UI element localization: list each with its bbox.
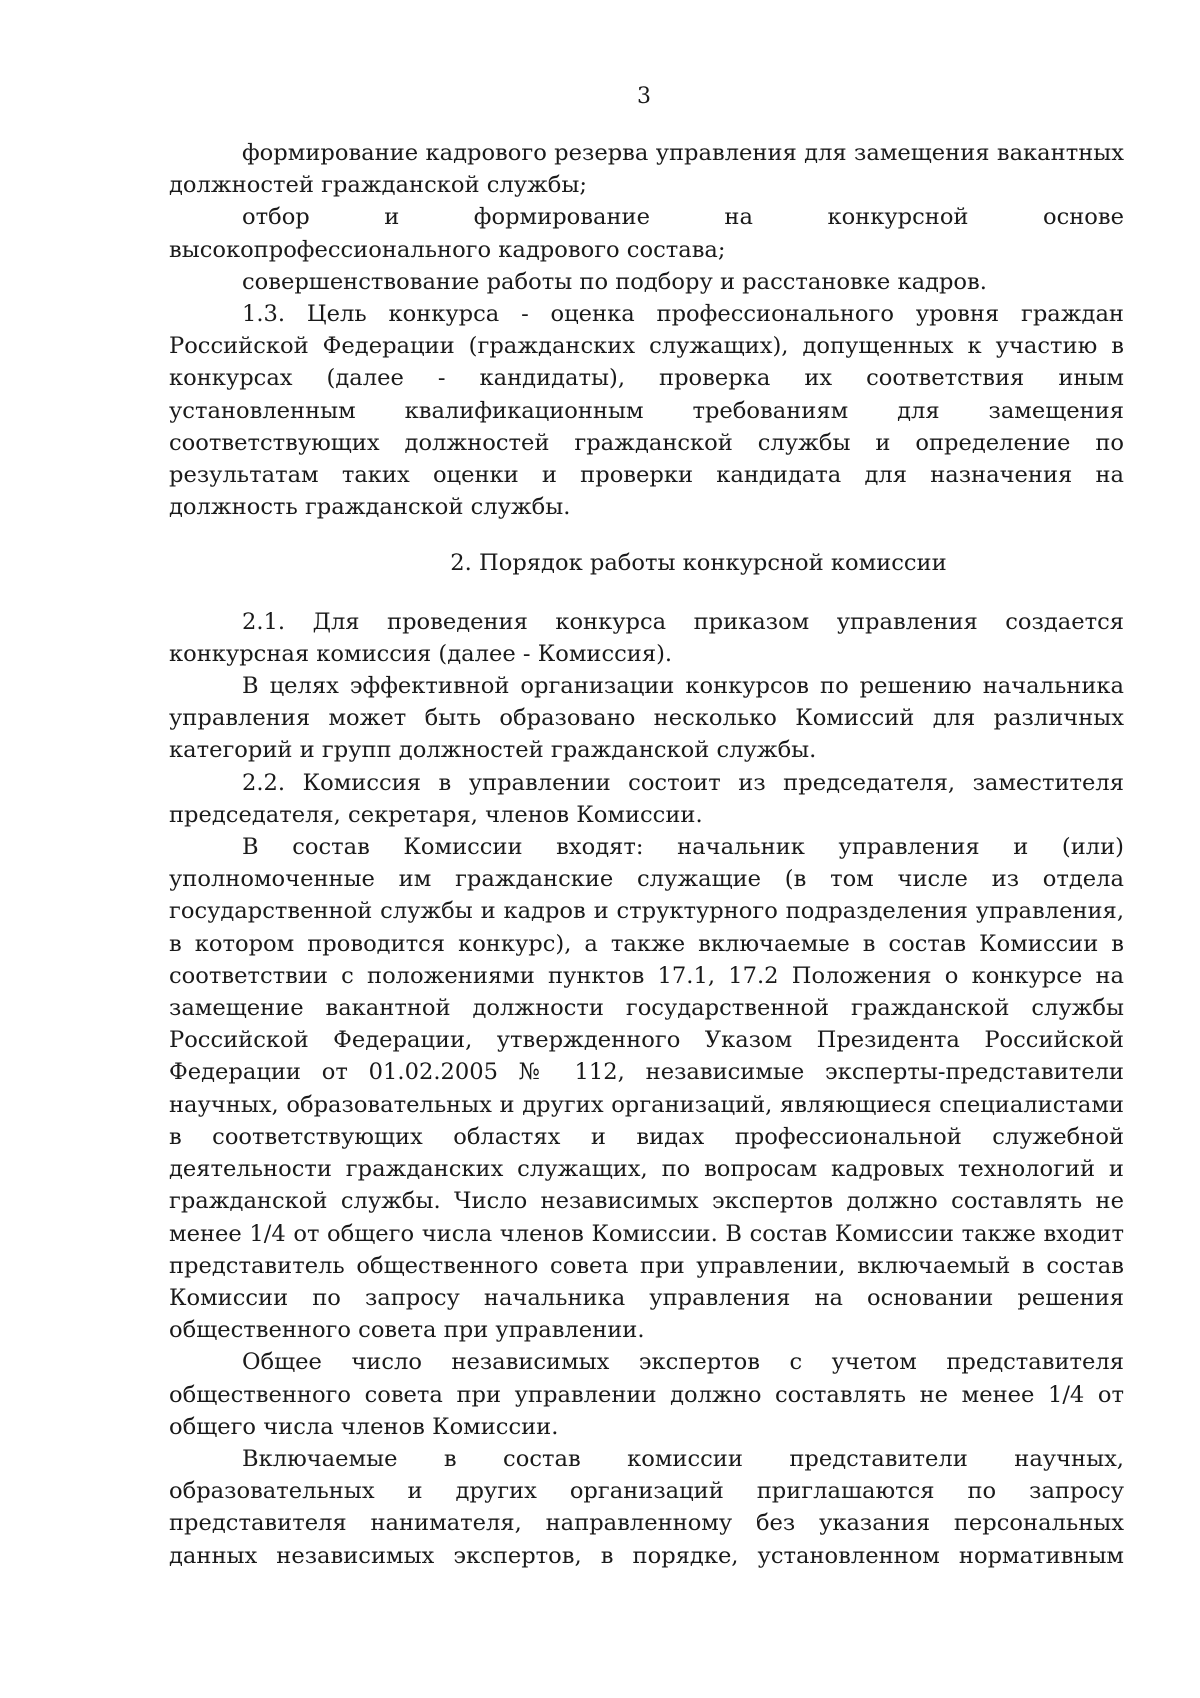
paragraph: отбор и формирование на конкурсной основе (242, 204, 1124, 231)
document-body (169, 137, 1124, 1572)
paragraph: 2.1. Для проведения конкурса приказом управления создается конкурсная комиссия (далее - Комиссия). (169, 608, 1124, 667)
paragraph: совершенствование работы по подбору и расстановке кадров. (242, 268, 987, 295)
paragraph: 1.3. Цель конкурса - оценка профессионального уровня граждан Российской Федерации (гражданских служащих), допущенных к участию в конкурсах (далее - кандидаты), проверка их соответствия иным установленным квалификационным требованиям для замещения соответствующих должностей гражданской службы и определение по результатам таких оценки и проверки кандидата для назначения на должность гражданской службы. (169, 301, 1124, 521)
section-heading: 2. Порядок работы конкурсной комиссии (450, 550, 947, 577)
page-number: 3 (637, 84, 651, 109)
paragraph: Общее число независимых экспертов с учетом представителя общественного совета при управлении должно составлять не менее 1/4 от общего числа членов Комиссии. (169, 1349, 1124, 1440)
paragraph: 2.2. Комиссия в управлении состоит из председателя, заместителя председателя, секретаря, членов Комиссии. (169, 769, 1124, 828)
paragraph: формирование кадрового резерва управления для замещения вакантных должностей гражданской службы; (169, 140, 1124, 199)
paragraph: В целях эффективной организации конкурсов по решению начальника управления может быть образовано несколько Комиссий для различных категорий и групп должностей гражданской службы. (169, 673, 1124, 764)
paragraph: В состав Комиссии входят: начальник управления и (или) уполномоченные им гражданские служащие (в том числе из отдела государственной службы и кадров и структурного подразделения управления, в котором проводится конкурс), а также включаемые в состав Комиссии в соответствии с положениями пунктов 17.1, 17.2 Положения о конкурсе на замещение вакантной должности государственной гражданской службы Российской Федерации, утвержденного Указом Президента Российской Федерации от 01.02.2005 № 112, независимые эксперты-представители научных, образовательных и других организаций, являющиеся специалистами в соответствующих областях и видах профессиональной служебной деятельности гражданских служащих, по вопросам кадровых технологий и гражданской службы. Число независимых экспертов должно составлять не менее 1/4 от общего числа членов Комиссии. В состав Комиссии также входит представитель общественного совета при управлении, включаемый в состав Комиссии по запросу начальника управления на основании решения общественного совета при управлении. (169, 834, 1124, 1344)
paragraph: Включаемые в состав комиссии представители научных, образовательных и других организаций приглашаются по запросу представителя нанимателя, направленному без указания персональных данных независимых экспертов, в порядке, установленном нормативным (169, 1445, 1124, 1569)
paragraph-continuation: высокопрофессионального кадрового состава; (169, 236, 726, 263)
